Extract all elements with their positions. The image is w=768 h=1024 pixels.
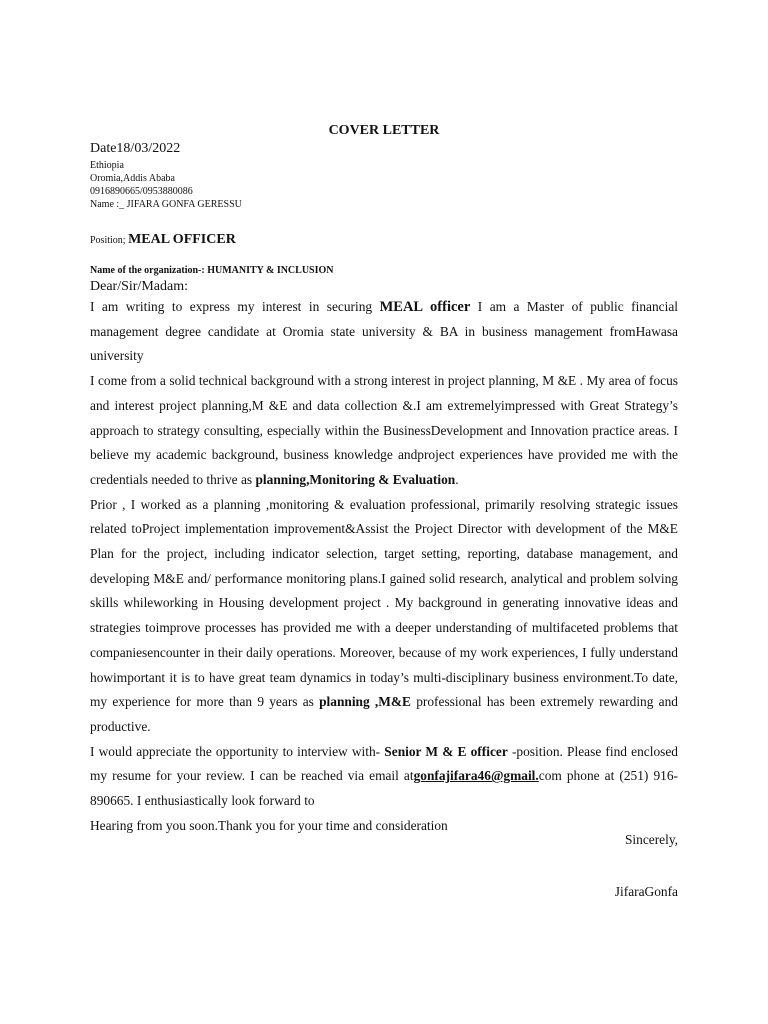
p2-text-c: . — [455, 471, 459, 487]
document-title: COVER LETTER — [328, 123, 440, 138]
position-line — [90, 232, 236, 248]
closing: Sincerely, — [624, 832, 678, 847]
address-phones: 0916890665/0953880086 — [90, 186, 193, 197]
paragraph-5: Hearing from you soon.Thank you for your time and consideration — [90, 817, 448, 833]
p4-bold: Senior M & E officer — [384, 743, 508, 759]
position-label: Position; — [90, 235, 126, 246]
p1-text-c: I am a Master of public financial management degree candidate at Oromia state university & BA in business management fromHawasa university — [90, 299, 678, 364]
signature-name: JifaraGonfa — [614, 884, 678, 899]
organization-line: Name of the organization-: HUMANITY & INCLUSION — [90, 265, 334, 276]
p4-text-c: -position. Please find enclosed my resume for your review. I can be reached via email at — [90, 743, 678, 784]
applicant-name: Name :_ JIFARA GONFA GERESSU — [90, 199, 242, 210]
p1-bold: MEAL officer — [379, 299, 471, 315]
p3-text-a: Prior , I worked as a planning ,monitoring & evaluation professional, primarily resolving strategic issues related toProject implementation improvement&Assist the Project Director with development of the M&E Plan for the project, including indicator selection, target setting, reporting, database management, and developing M&E and/ performance monitoring plans.I gained solid research, analytical and problem solving skills whileworking in Housing development project . My background in generating innovative ideas and strategies toimprove processes has provided me with a deeper understanding of multifaceted problems that companiesencounter in their daily operations. Moreover, because of my work experiences, I fully understand howimportant it is to have great team dynamics in today’s multi-disciplinary business environment.To date, my experience for more than 9 years as — [90, 496, 678, 710]
address-country: Ethiopia — [90, 160, 124, 171]
paragraph-4 — [90, 740, 678, 814]
p4-text-a: I would appreciate the opportunity to interview with- — [90, 743, 385, 759]
p1-text-a: I am writing to express my interest in securing — [90, 299, 380, 314]
paragraph-2 — [90, 369, 678, 493]
letter-body — [90, 295, 678, 838]
email-link[interactable]: gonfajifara46@gmail. — [413, 768, 539, 784]
paragraph-1 — [90, 295, 678, 369]
position-value: MEAL OFFICER — [128, 232, 236, 247]
p3-bold: planning ,M&E — [319, 694, 411, 710]
paragraph-3 — [90, 493, 678, 740]
salutation: Dear/Sir/Madam: — [90, 279, 188, 294]
letter-date: Date18/03/2022 — [90, 141, 181, 156]
p3-text-c: professional has been extremely rewarding and productive. — [90, 694, 678, 734]
p4-text-d: com phone at (251) 916-890665. I enthusiastically look forward to — [90, 768, 678, 809]
address-region: Oromia,Addis Ababa — [90, 173, 175, 184]
p2-text-a: I come from a solid technical background with a strong interest in project planning, M &E . My area of focus and interest project planning,M &E and data collection &.I am extremelyimpressed with Great Strategy’s approach to strategy consulting, especially within the BusinessDevelopment and Innovation practice areas. I believe my academic background, business knowledge andproject experiences have provided me with the credentials needed to thrive as — [90, 373, 678, 487]
p2-bold: planning,Monitoring & Evaluation — [255, 471, 456, 487]
